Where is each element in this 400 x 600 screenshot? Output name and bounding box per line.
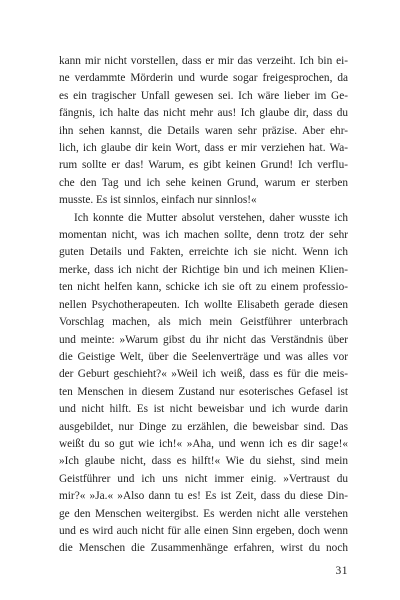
text-line: ne verdammte Mörderin und wurde sogar freigesprochen, da (59, 72, 348, 85)
text-line: der Geburt geschieht?« »Weil ich weiß, dass es für die meis- (59, 368, 348, 381)
text-line: momentan nicht, was ich machen sollte, denn trotz der sehr (59, 229, 348, 242)
text-line: che den Tag und ich sehe keinen Grund, warum er sterben (59, 176, 348, 189)
text-line: und es wird auch nicht für alle einen Sinn ergeben, doch wenn (59, 524, 348, 537)
text-line: Geistführer und ich uns nicht immer einig. »Vertraust du (59, 472, 348, 485)
text-line: ihn sehen kannst, die Details waren sehr präzise. Aber ehr- (59, 124, 348, 137)
text-line: weißt du so gut wie ich!« »Aha, und wenn ich es dir sage!« (59, 437, 348, 450)
text-line: es ein tragischer Unfall gewesen sei. Ich wäre lieber im Ge- (59, 89, 348, 102)
text-line: guten Details und Fakten, erreichte ich sie nicht. Wenn ich (59, 246, 348, 259)
text-line: »Ich glaube nicht, dass es hilft!« Wie du siehst, sind mein (59, 455, 348, 468)
text-line: ausgebildet, nur Dinge zu erzählen, die beweisbar sind. Das (59, 420, 348, 433)
text-line: merke, dass ich nicht der Richtige bin und ich meinen Klien- (59, 263, 348, 276)
text-line: ten Menschen in diesem Zustand nur esoterisches Gefasel ist (59, 385, 348, 398)
text-line: ge den Menschen weitergibst. Es werden nicht alle verstehen (59, 507, 348, 520)
text-line: lich, ich glaube dir kein Wort, dass er mir verziehen hat. Wa- (59, 142, 348, 155)
page-number: 31 (335, 565, 348, 577)
text-line: nellen Psychotherapeuten. Ich wollte Elisabeth gerade diesen (59, 298, 348, 311)
text-line: Vorschlag machen, als mich mein Geistführer unterbrach (59, 316, 348, 329)
text-line: und meinte: »Warum gibst du ihr nicht das Verständnis über (59, 333, 348, 346)
text-line: ten nicht helfen kann, schicke ich sie oft zu einem professio- (59, 281, 348, 294)
text-line: Ich konnte die Mutter absolut verstehen, daher wusste ich (74, 211, 348, 224)
text-line: und nicht hilft. Es ist nicht beweisbar und ich wurde darin (59, 403, 348, 416)
text-line: die Menschen die Zusammenhänge erfahren, wirst du noch (59, 542, 348, 555)
text-line: die Geistige Welt, über die Seelenverträge und was alles vor (59, 350, 348, 363)
text-line: musste. Es ist sinnlos, einfach nur sinnlos!« (59, 194, 257, 207)
body-text (59, 53, 348, 558)
text-line: fängnis, ich halte das nicht mehr aus! Ich glaube dir, dass du (59, 107, 348, 120)
text-line: rum sollte er das! Warum, es gibt keinen Grund! Ich verflu- (59, 159, 348, 172)
text-line: mir?« »Ja.« »Also dann tu es! Es ist Zeit, dass du diese Din- (59, 490, 348, 503)
text-line: kann mir nicht vorstellen, dass er mir das verzeiht. Ich bin ei- (59, 55, 348, 67)
